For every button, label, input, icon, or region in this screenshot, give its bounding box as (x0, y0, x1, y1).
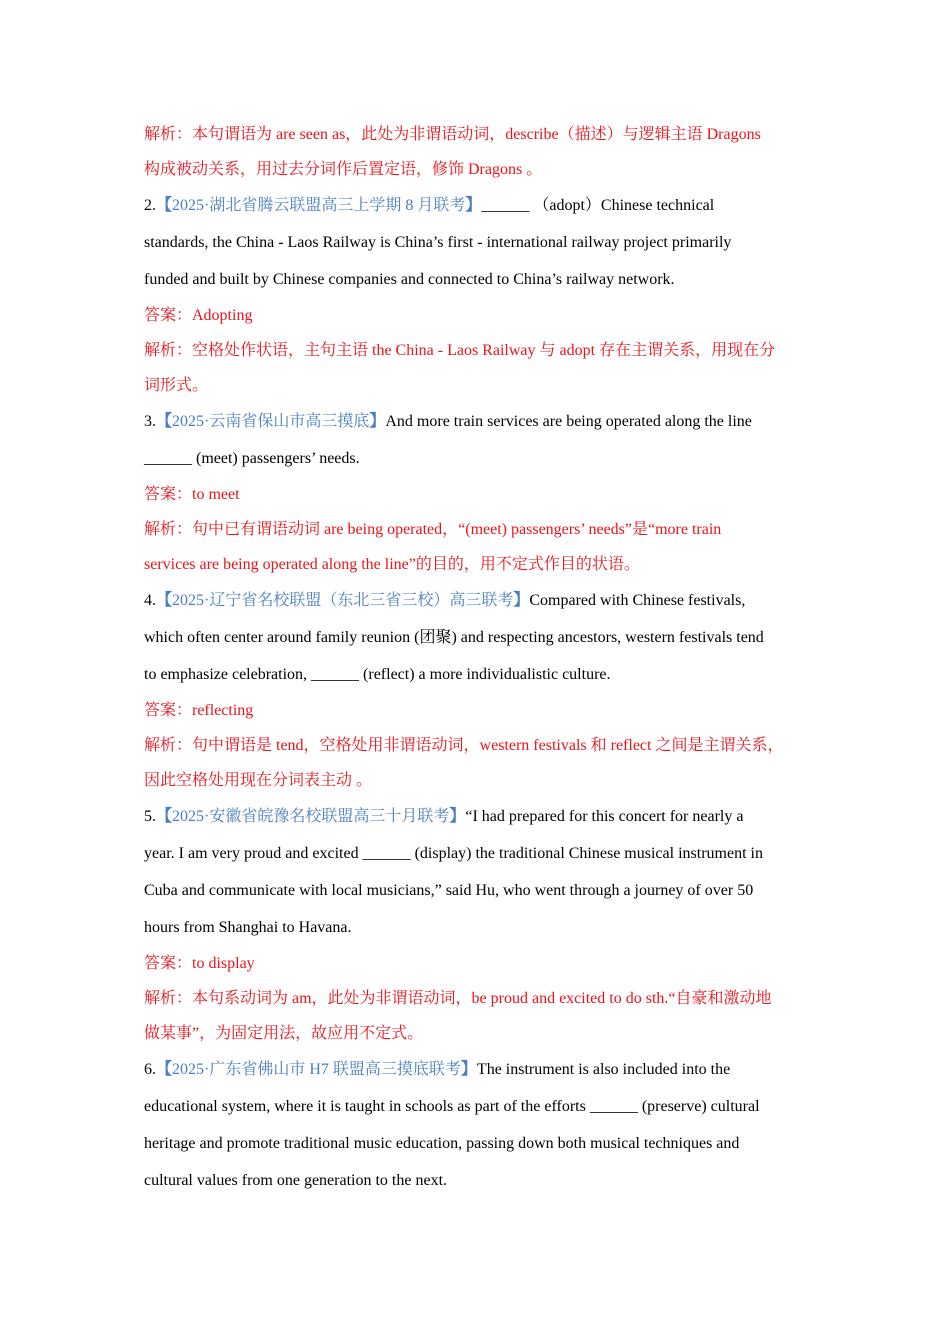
question-text-line: funded and built by Chinese companies and connected to China’s railway network. (144, 271, 675, 288)
source-bracket-open: 【 (156, 592, 173, 609)
answer-line: 答案：Adopting (144, 307, 253, 324)
source-bracket-close: 】 (513, 592, 530, 609)
explanation-line: 解析：句中谓语是 tend，空格处用非谓语动词，western festivals 和 reflect 之间是主谓关系， (144, 737, 784, 754)
question-text-line: year. I am very proud and excited ______ (display) the traditional Chinese musical instrument in (144, 845, 763, 862)
question-text-line: Cuba and communicate with local musicians,” said Hu, who went through a journey of over 50 (144, 882, 754, 899)
source-bracket-close: 】 (465, 197, 482, 214)
source-bracket-open: 【 (156, 808, 173, 825)
question-text: The instrument is also included into the (476, 1061, 731, 1078)
question-text-line: educational system, where it is taught in schools as part of the efforts ______ (preserve) cultural (144, 1098, 760, 1115)
question-text: “I had prepared for this concert for nearly a (465, 808, 744, 825)
question-text-line: heritage and promote traditional music education, passing down both musical techniques and (144, 1135, 740, 1152)
source-bracket-close: 】 (460, 1061, 477, 1078)
question-number: 6. (144, 1061, 156, 1078)
explanation-line: 构成被动关系，用过去分词作后置定语，修饰 Dragons 。 (144, 161, 543, 178)
question-number: 4. (144, 592, 156, 609)
question-text-line: cultural values from one generation to the next. (144, 1172, 448, 1189)
question-text-line: to emphasize celebration, ______ (reflect) a more individualistic culture. (144, 666, 611, 683)
explanation-line: 解析：本句系动词为 am，此处为非谓语动词，be proud and excited to do sth.“自豪和激动地 (144, 990, 772, 1007)
explanation-line: services are being operated along the line”的目的，用不定式作目的状语。 (144, 556, 640, 573)
question-number: 2. (144, 197, 156, 214)
question-source: 2025·安徽省皖豫名校联盟高三十月联考 (172, 808, 450, 825)
question-source: 2025·云南省保山市高三摸底 (172, 413, 370, 430)
question-text-line: standards, the China - Laos Railway is China’s first - international railway project primarily (144, 234, 732, 251)
source-bracket-open: 【 (156, 1061, 173, 1078)
question-text: And more train services are being operated along the line (385, 413, 752, 430)
explanation-line: 做某事”，为固定用法，故应用不定式。 (144, 1025, 424, 1042)
question-text-line: hours from Shanghai to Havana. (144, 919, 352, 936)
question-text: ______ （adopt）Chinese technical (481, 197, 715, 214)
exercise-content (144, 117, 809, 1199)
question-source: 2025·广东省佛山市 H7 联盟高三摸底联考 (172, 1061, 461, 1078)
source-bracket-open: 【 (156, 413, 173, 430)
question-number: 3. (144, 413, 156, 430)
explanation-line: 词形式。 (144, 377, 209, 394)
explanation-line: 解析：空格处作状语，主句主语 the China - Laos Railway 与 adopt 存在主谓关系，用现在分 (144, 342, 776, 359)
question-line (144, 798, 809, 835)
question-text: Compared with Chinese festivals, (529, 592, 746, 609)
question-line (144, 403, 809, 440)
answer-line: 答案：to meet (144, 486, 240, 503)
question-source: 2025·湖北省腾云联盟高三上学期 8 月联考 (172, 197, 466, 214)
question-line (144, 582, 809, 619)
question-text-line: ______ (meet) passengers’ needs. (144, 450, 360, 467)
answer-line: 答案：to display (144, 955, 255, 972)
question-text-line: which often center around family reunion (团聚) and respecting ancestors, western festivals tend (144, 629, 764, 646)
question-line (144, 187, 809, 224)
answer-line: 答案：reflecting (144, 702, 254, 719)
explanation-line: 解析：本句谓语为 are seen as，此处为非谓语动词，describe（描述）与逻辑主语 Dragons (144, 126, 761, 143)
explanation-line: 因此空格处用现在分词表主动 。 (144, 772, 373, 789)
question-number: 5. (144, 808, 156, 825)
source-bracket-open: 【 (156, 197, 173, 214)
source-bracket-close: 】 (369, 413, 386, 430)
source-bracket-close: 】 (449, 808, 466, 825)
explanation-line: 解析：句中已有谓语动词 are being operated，“(meet) passengers’ needs”是“more train (144, 521, 722, 538)
question-line (144, 1051, 809, 1088)
question-source: 2025·辽宁省名校联盟（东北三省三校）高三联考 (172, 592, 514, 609)
